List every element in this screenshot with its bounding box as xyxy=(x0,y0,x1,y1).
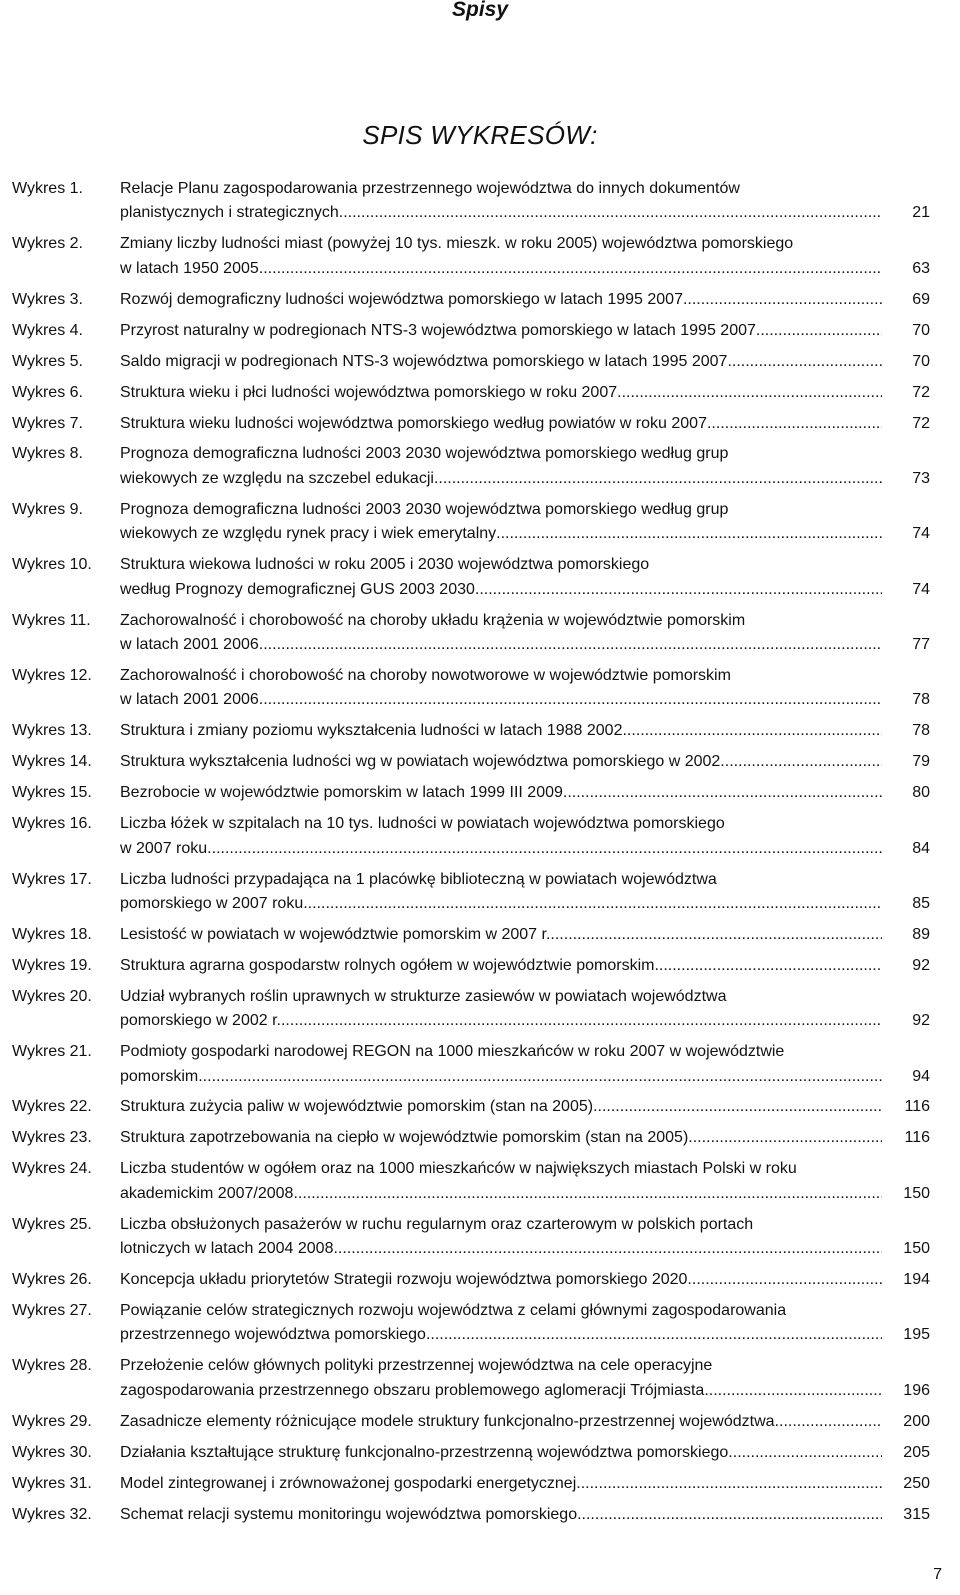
figure-label: Wykres 12. xyxy=(12,666,92,684)
figure-label: Wykres 24. xyxy=(12,1160,92,1178)
dot-leader xyxy=(259,688,882,712)
figure-page-number: 77 xyxy=(912,635,930,653)
toc-entry xyxy=(0,381,960,405)
dot-leader xyxy=(654,954,882,978)
figure-label: Wykres 17. xyxy=(12,870,92,888)
figure-label: Wykres 19. xyxy=(12,956,92,974)
figure-title-line: pomorskiego w 2002 r. xyxy=(120,1012,281,1030)
dot-leader xyxy=(704,1379,882,1403)
figure-title-line: pomorskiego w 2007 roku xyxy=(120,894,304,912)
figure-page-number: 80 xyxy=(912,784,930,802)
figure-title-line: Przyrost naturalny w podregionach NTS-3 województwa pomorskiego w latach 1995 2007 xyxy=(120,321,756,339)
dot-leader xyxy=(303,892,882,916)
figure-page-number: 63 xyxy=(912,259,930,277)
figure-title-line: Działania kształtujące strukturę funkcjonalno-przestrzenną województwa pomorskiego xyxy=(120,1443,729,1461)
figure-page-number: 205 xyxy=(903,1443,930,1461)
figure-page-number: 78 xyxy=(912,691,930,709)
page-title: SPIS WYKRESÓW: xyxy=(362,120,598,150)
figure-label: Wykres 4. xyxy=(12,321,83,339)
dot-leader xyxy=(333,1237,882,1261)
figure-page-number: 72 xyxy=(912,414,930,432)
figure-label: Wykres 27. xyxy=(12,1302,92,1320)
figure-page-number: 196 xyxy=(903,1381,930,1399)
dot-leader xyxy=(683,288,882,312)
dot-leader xyxy=(496,522,882,546)
figure-label: Wykres 14. xyxy=(12,753,92,771)
figure-page-number: 250 xyxy=(903,1474,930,1492)
figure-page-number: 92 xyxy=(912,956,930,974)
toc-entry xyxy=(0,498,960,547)
figure-page-number: 78 xyxy=(912,722,930,740)
figure-title-line: Struktura agrarna gospodarstw rolnych ogółem w województwie pomorskim xyxy=(120,956,655,974)
toc-entry xyxy=(0,781,960,805)
figure-title-line: pomorskim xyxy=(120,1067,199,1085)
figure-title-line: Liczba ludności przypadająca na 1 placówkę biblioteczną w powiatach województwa xyxy=(120,870,717,888)
dot-leader xyxy=(550,923,882,947)
figure-page-number: 150 xyxy=(903,1240,930,1258)
figure-label: Wykres 31. xyxy=(12,1474,92,1492)
figure-page-number: 194 xyxy=(903,1271,930,1289)
figure-page-number: 84 xyxy=(912,839,930,857)
toc-entry xyxy=(0,553,960,602)
toc-entry xyxy=(0,1126,960,1150)
figure-page-number: 195 xyxy=(903,1326,930,1344)
section-header: Spisy xyxy=(451,0,509,21)
toc-entry xyxy=(0,319,960,343)
figure-title-line: zagospodarowania przestrzennego obszaru problemowego aglomeracji Trójmiasta xyxy=(120,1381,705,1399)
toc-entry xyxy=(0,177,960,226)
figure-title-line: Bezrobocie w województwie pomorskim w latach 1999 III 2009 xyxy=(120,784,563,802)
figure-page-number: 94 xyxy=(912,1067,930,1085)
dot-leader xyxy=(475,578,882,602)
figure-label: Wykres 22. xyxy=(12,1098,92,1116)
figure-page-number: 21 xyxy=(912,204,930,222)
toc-entry xyxy=(0,1410,960,1434)
figure-label: Wykres 8. xyxy=(12,445,83,463)
figure-label: Wykres 15. xyxy=(12,784,92,802)
dot-leader xyxy=(576,1472,882,1496)
figure-title-line: Prognoza demograficzna ludności 2003 2030 województwa pomorskiego według grup xyxy=(120,445,729,463)
figure-page-number: 70 xyxy=(912,352,930,370)
figure-title-line: Zmiany liczby ludności miast (powyżej 10 tys. mieszk. w roku 2005) województwa pomorskiego xyxy=(120,235,794,253)
figure-title-line: Struktura zapotrzebowania na ciepło w województwie pomorskim (stan na 2005) xyxy=(120,1129,689,1147)
figure-label: Wykres 29. xyxy=(12,1412,92,1430)
figure-label: Wykres 32. xyxy=(12,1505,92,1523)
toc-entry xyxy=(0,985,960,1034)
toc-entry xyxy=(0,412,960,436)
figure-title-line: Zachorowalność i chorobowość na choroby nowotworowe w województwie pomorskim xyxy=(120,666,731,684)
figure-title-line: Struktura zużycia paliw w województwie pomorskim (stan na 2005) xyxy=(120,1098,594,1116)
toc-entry xyxy=(0,719,960,743)
toc-entry xyxy=(0,1354,960,1403)
figure-label: Wykres 6. xyxy=(12,383,83,401)
figure-page-number: 89 xyxy=(912,925,930,943)
dot-leader xyxy=(728,1441,882,1465)
toc-entry xyxy=(0,1157,960,1206)
dot-leader xyxy=(720,750,882,774)
figure-page-number: 92 xyxy=(912,1012,930,1030)
figure-title-line: Struktura wiekowa ludności w roku 2005 i 2030 województwa pomorskiego xyxy=(120,556,650,574)
figure-page-number: 70 xyxy=(912,321,930,339)
figure-title-line: planistycznych i strategicznych xyxy=(120,204,339,222)
figure-title-line: Schemat relacji systemu monitoringu województwa pomorskiego xyxy=(120,1505,578,1523)
dot-leader xyxy=(434,467,882,491)
figure-label: Wykres 10. xyxy=(12,556,92,574)
figure-title-line: akademickim 2007/2008 xyxy=(120,1184,294,1202)
figure-title-line: Powiązanie celów strategicznych rozwoju województwa z celami głównymi zagospodarowania xyxy=(120,1302,787,1320)
dot-leader xyxy=(259,633,882,657)
figure-page-number: 72 xyxy=(912,383,930,401)
dot-leader xyxy=(593,1095,882,1119)
figure-label: Wykres 11. xyxy=(12,611,91,629)
figure-title-line: Struktura i zmiany poziomu wykształcenia ludności w latach 1988 2002 xyxy=(120,722,623,740)
dot-leader xyxy=(622,719,882,743)
figure-title-line: Liczba studentów w ogółem oraz na 1000 mieszkańców w największych miastach Polski w roku xyxy=(120,1160,797,1178)
toc-entry xyxy=(0,954,960,978)
dot-leader xyxy=(756,319,882,343)
toc-entry xyxy=(0,923,960,947)
dot-leader xyxy=(339,201,882,225)
figure-title-line: Lesistość w powiatach w województwie pomorskim w 2007 r. xyxy=(120,925,551,943)
figure-title-line: Liczba łóżek w szpitalach na 10 tys. ludności w powiatach województwa pomorskiego xyxy=(120,815,725,833)
figure-label: Wykres 3. xyxy=(12,290,83,308)
page-number: 7 xyxy=(933,1566,942,1583)
figure-label: Wykres 16. xyxy=(12,815,92,833)
figure-label: Wykres 25. xyxy=(12,1215,92,1233)
figure-page-number: 74 xyxy=(912,580,930,598)
toc-entry xyxy=(0,1213,960,1262)
figure-title-line: w latach 2001 2006 xyxy=(120,635,259,653)
dot-leader xyxy=(688,1126,882,1150)
toc-entry xyxy=(0,1095,960,1119)
dot-leader xyxy=(617,381,882,405)
dot-leader xyxy=(426,1323,882,1347)
figure-page-number: 116 xyxy=(904,1098,930,1116)
dot-leader xyxy=(259,257,882,281)
figure-label: Wykres 21. xyxy=(12,1043,92,1061)
figure-label: Wykres 5. xyxy=(12,352,83,370)
dot-leader xyxy=(727,350,882,374)
figure-label: Wykres 26. xyxy=(12,1271,92,1289)
toc-entry xyxy=(0,1268,960,1292)
toc-entry xyxy=(0,664,960,713)
figure-title-line: Model zintegrowanej i zrównoważonej gospodarki energetycznej xyxy=(120,1474,577,1492)
figure-label: Wykres 1. xyxy=(12,180,83,197)
toc-entry xyxy=(0,1503,960,1527)
figure-label: Wykres 7. xyxy=(12,414,83,432)
toc-entry xyxy=(0,288,960,312)
toc-entry xyxy=(0,868,960,917)
figure-title-line: Zachorowalność i chorobowość na choroby układu krążenia w województwie pomorskim xyxy=(120,611,746,629)
figure-title-line: wiekowych ze względu rynek pracy i wiek emerytalny xyxy=(120,525,497,543)
figure-title-line: Liczba obsłużonych pasażerów w ruchu regularnym oraz czarterowym w polskich portach xyxy=(120,1215,754,1233)
toc-entry xyxy=(0,750,960,774)
figure-title-line: w latach 1950 2005 xyxy=(120,259,259,277)
figure-title-line: Struktura wykształcenia ludności wg w powiatach województwa pomorskiego w 2002 xyxy=(120,753,721,771)
figure-title-line: Podmioty gospodarki narodowej REGON na 1000 mieszkańców w roku 2007 w województwie xyxy=(120,1043,785,1061)
figure-label: Wykres 13. xyxy=(12,722,92,740)
figure-page-number: 200 xyxy=(903,1412,930,1430)
figure-title-line: Udział wybranych roślin uprawnych w strukturze zasiewów w powiatach województwa xyxy=(120,987,727,1005)
figure-title-line: Struktura wieku ludności województwa pomorskiego według powiatów w roku 2007 xyxy=(120,414,707,432)
figure-title-line: Koncepcja układu priorytetów Strategii rozwoju województwa pomorskiego 2020 xyxy=(120,1271,688,1289)
toc-entry xyxy=(0,1040,960,1089)
dot-leader xyxy=(563,781,882,805)
figure-title-line: Prognoza demograficzna ludności 2003 2030 województwa pomorskiego według grup xyxy=(120,500,729,518)
figure-page-number: 116 xyxy=(904,1129,930,1147)
dot-leader xyxy=(577,1503,882,1527)
figure-page-number: 150 xyxy=(903,1184,930,1202)
figure-title-line: lotniczych w latach 2004 2008 xyxy=(120,1240,334,1258)
dot-leader xyxy=(281,1009,882,1033)
figure-label: Wykres 20. xyxy=(12,987,92,1005)
figure-label: Wykres 30. xyxy=(12,1443,92,1461)
figure-page-number: 315 xyxy=(903,1505,930,1523)
dot-leader xyxy=(293,1182,882,1206)
figure-label: Wykres 2. xyxy=(12,235,83,253)
figure-label: Wykres 9. xyxy=(12,500,83,518)
figure-title-line: według Prognozy demograficznej GUS 2003 2030 xyxy=(120,580,475,598)
figure-title-line: Struktura wieku i płci ludności województwa pomorskiego w roku 2007 xyxy=(120,383,618,401)
figure-label: Wykres 28. xyxy=(12,1357,92,1375)
toc-entry xyxy=(0,1299,960,1348)
figure-label: Wykres 18. xyxy=(12,925,92,943)
dot-leader xyxy=(707,412,882,436)
figure-page-number: 85 xyxy=(912,894,930,912)
figure-title-line: Przełożenie celów głównych polityki przestrzennej województwa na cele operacyjne xyxy=(120,1357,713,1375)
dot-leader xyxy=(207,837,882,861)
figure-page-number: 69 xyxy=(912,290,930,308)
figure-page-number: 79 xyxy=(912,753,930,771)
figure-title-line: Zasadnicze elementy różnicujące modele struktury funkcjonalno-przestrzennej województwa xyxy=(120,1412,775,1430)
figure-title-line: Relacje Planu zagospodarowania przestrzennego województwa do innych dokumentów xyxy=(120,180,740,197)
toc-entry xyxy=(0,1441,960,1465)
toc-entry xyxy=(0,232,960,281)
figure-title-line: w latach 2001 2006 xyxy=(120,691,259,709)
figure-title-line: przestrzennego województwa pomorskiego xyxy=(120,1326,426,1344)
list-of-figures xyxy=(0,177,960,1534)
toc-entry xyxy=(0,442,960,491)
figure-title-line: Saldo migracji w podregionach NTS-3 województwa pomorskiego w latach 1995 2007 xyxy=(120,352,728,370)
toc-entry xyxy=(0,609,960,658)
toc-entry xyxy=(0,350,960,374)
dot-leader xyxy=(198,1065,882,1089)
figure-title-line: w 2007 roku xyxy=(120,839,208,857)
figure-title-line: Rozwój demograficzny ludności województwa pomorskiego w latach 1995 2007 xyxy=(120,290,683,308)
figure-label: Wykres 23. xyxy=(12,1129,92,1147)
figure-page-number: 73 xyxy=(912,469,930,487)
figure-title-line: wiekowych ze względu na szczebel edukacji xyxy=(120,469,434,487)
figure-page-number: 74 xyxy=(912,525,930,543)
toc-entry xyxy=(0,812,960,861)
dot-leader xyxy=(775,1410,882,1434)
dot-leader xyxy=(687,1268,882,1292)
toc-entry xyxy=(0,1472,960,1496)
